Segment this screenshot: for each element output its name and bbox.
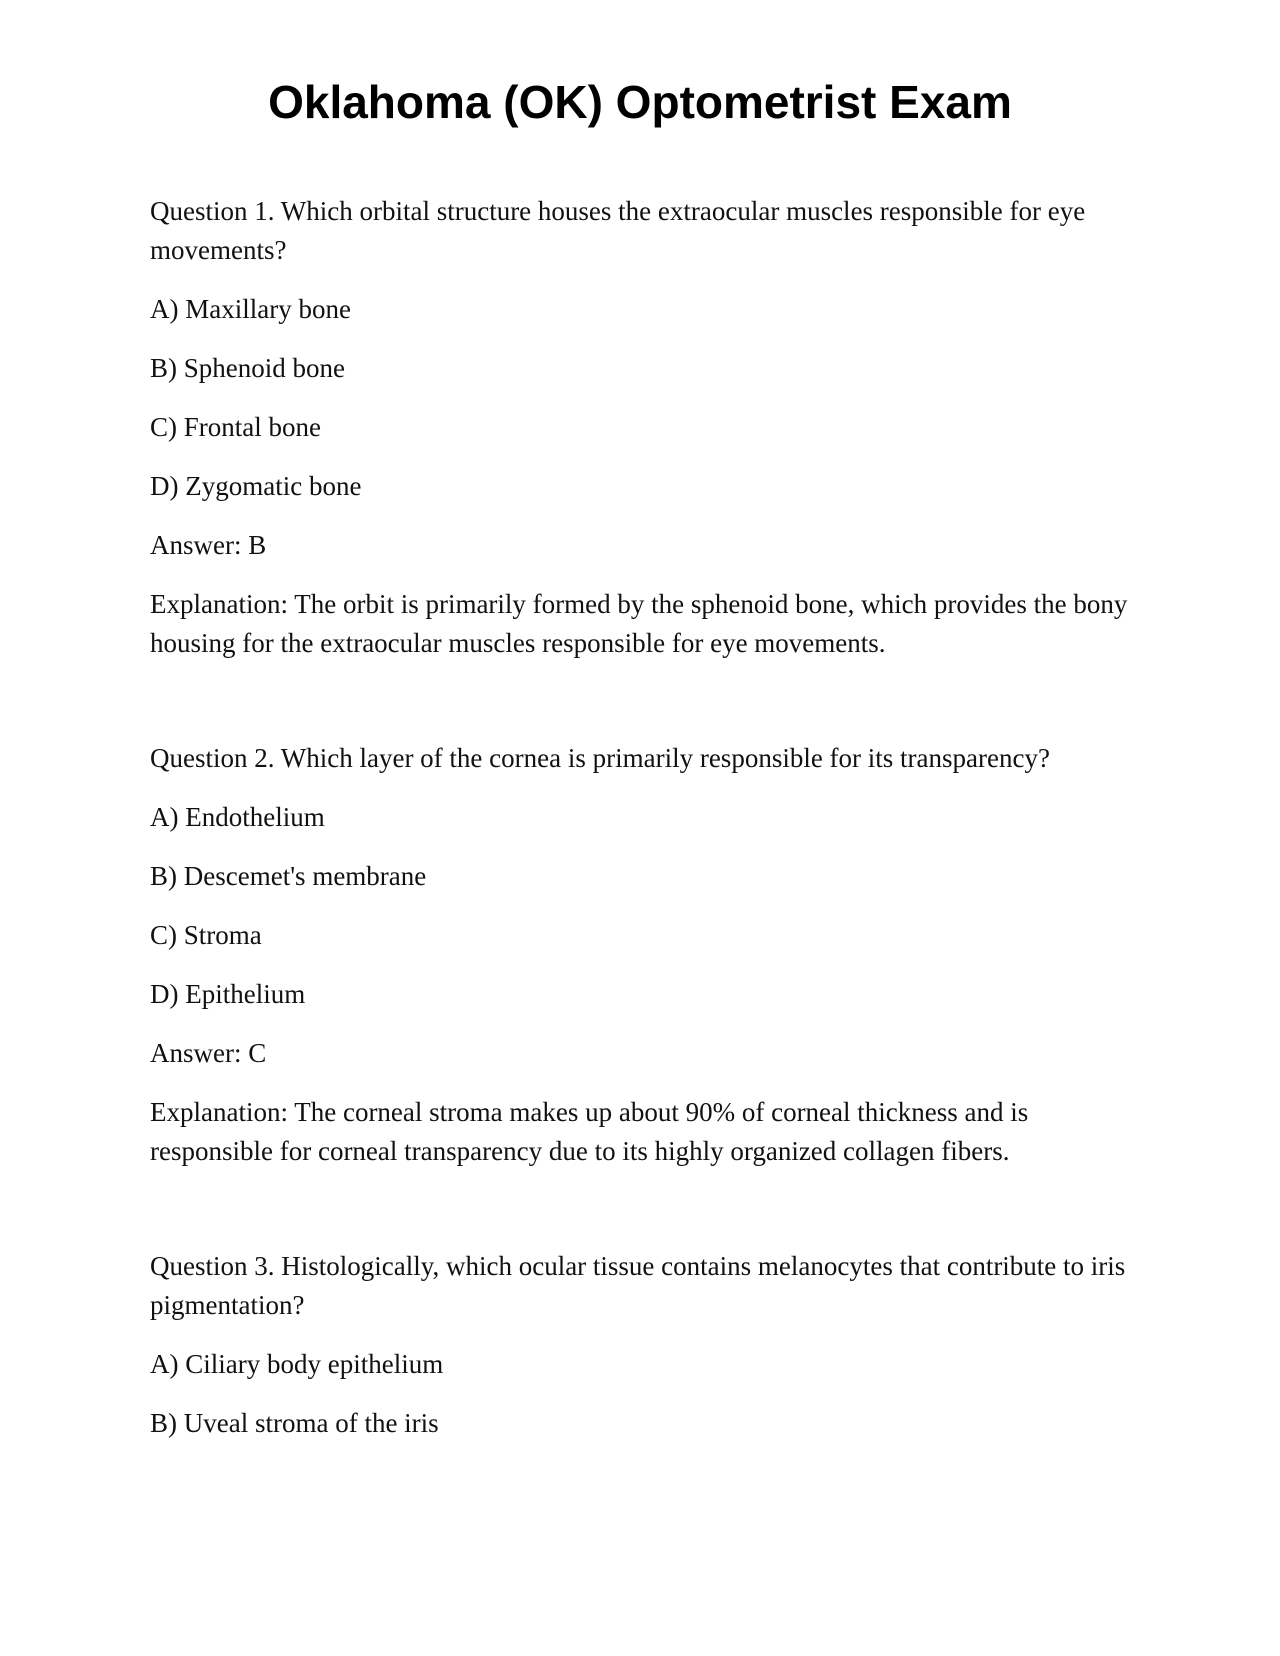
question-block-1 xyxy=(150,192,1140,663)
question-block-2 xyxy=(150,739,1140,1171)
question-text: Question 3. Histologically, which ocular tissue contains melanocytes that contribute to iris pigmentation? xyxy=(150,1251,1126,1320)
explanation-text: Explanation: The orbit is primarily formed by the sphenoid bone, which provides the bony housing for the extraocular muscles responsible for eye movements. xyxy=(150,589,1128,658)
answer-key: Answer: B xyxy=(150,530,267,560)
answer-option: B) Descemet's membrane xyxy=(150,861,427,891)
answer-option: A) Maxillary bone xyxy=(150,294,351,324)
document-title: Oklahoma (OK) Optometrist Exam xyxy=(268,76,1012,128)
question-text: Question 2. Which layer of the cornea is primarily responsible for its transparency? xyxy=(150,743,1050,773)
answer-key: Answer: C xyxy=(150,1038,267,1068)
answer-option: B) Sphenoid bone xyxy=(150,353,345,383)
answer-option: A) Endothelium xyxy=(150,802,325,832)
answer-option: D) Epithelium xyxy=(150,979,306,1009)
document-body xyxy=(150,192,1140,1443)
answer-option: C) Frontal bone xyxy=(150,412,321,442)
question-block-3 xyxy=(150,1247,1140,1443)
question-text: Question 1. Which orbital structure houses the extraocular muscles responsible for eye movements? xyxy=(150,196,1086,265)
answer-option: A) Ciliary body epithelium xyxy=(150,1349,444,1379)
explanation-text: Explanation: The corneal stroma makes up about 90% of corneal thickness and is responsible for corneal transparency due to its highly organized collagen fibers. xyxy=(150,1097,1029,1166)
answer-option: B) Uveal stroma of the iris xyxy=(150,1408,439,1438)
answer-option: D) Zygomatic bone xyxy=(150,471,362,501)
answer-option: C) Stroma xyxy=(150,920,262,950)
